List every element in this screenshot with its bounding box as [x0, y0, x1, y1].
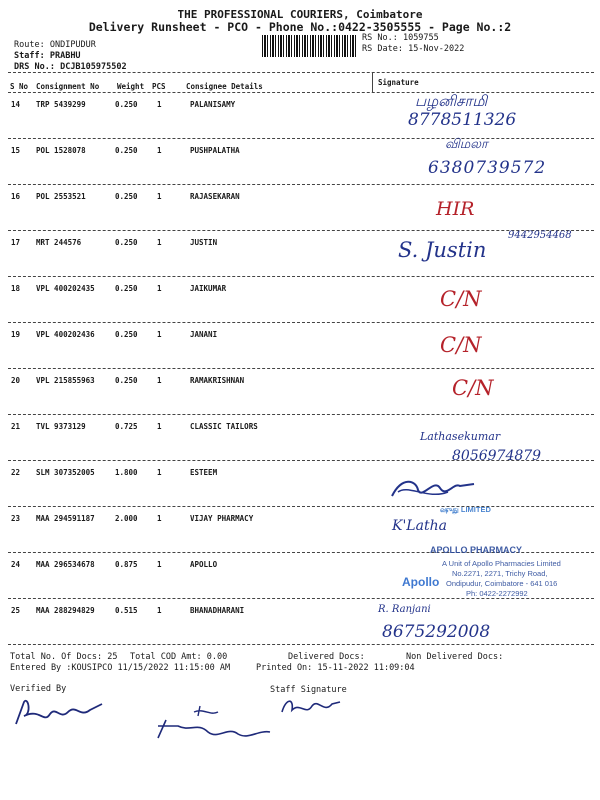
- table-row: 18 VPL 400202435 0.250 1 JAIKUMAR: [11, 284, 227, 293]
- route-value: ONDIPUDUR: [49, 40, 96, 50]
- signature-21-name: Lathasekumar: [420, 430, 501, 443]
- non-delivered-docs: Non Delivered Docs:: [406, 652, 504, 662]
- header-top-rule: [8, 72, 594, 73]
- stamp-line4: Ondipudur, Coimbatore - 641 016: [446, 579, 558, 588]
- entered-by: Entered By :KOUSIPCO 11/15/2022 11:15:00 AM: [10, 663, 231, 673]
- col-consignee: Consignee Details: [186, 82, 263, 91]
- stamp-line3: No.2271, 2271, Trichy Road,: [452, 569, 548, 578]
- delivered-docs: Delivered Docs:: [288, 652, 365, 662]
- signature-23-name: K'Latha: [392, 518, 447, 534]
- table-row: 16 POL 2553521 0.250 1 RAJASEKARAN: [11, 192, 240, 201]
- signature-15-phone: 6380739572: [428, 158, 547, 178]
- table-row: 17 MRT 244576 0.250 1 JUSTIN: [11, 238, 218, 247]
- header-bottom-rule: [8, 92, 594, 93]
- table-row: 15 POL 1528078 0.250 1 PUSHPALATHA: [11, 146, 240, 155]
- signature-14-phone: 8778511326: [408, 110, 517, 130]
- rs-date-line: RS Date: 15-Nov-2022: [362, 44, 465, 54]
- signature-21-phone: 8056974879: [452, 448, 542, 464]
- stamp-line2: A Unit of Apollo Pharmacies Limited: [442, 559, 561, 568]
- table-row: 20 VPL 215855963 0.250 1 RAMAKRISHNAN: [11, 376, 245, 385]
- stamp-brand: Apollo: [402, 575, 440, 589]
- rs-no-value: 1059755: [402, 33, 439, 43]
- signature-18: C/N: [440, 287, 482, 311]
- signature-divider: [372, 72, 373, 92]
- signature-15-name: விமலா: [445, 137, 488, 152]
- rs-no-line: RS No.: 1059755: [362, 33, 439, 43]
- table-row: 21 TVL 9373129 0.725 1 CLASSIC TAILORS: [11, 422, 258, 431]
- total-cod: Total COD Amt: 0.00: [130, 652, 228, 662]
- drs-value: DCJB105975502: [60, 62, 127, 72]
- table-row: 14 TRP 5439299 0.250 1 PALANISAMY: [11, 100, 236, 109]
- col-weight: Weight: [117, 82, 145, 91]
- route-line: Route: ONDIPUDUR: [14, 40, 96, 50]
- signature-25-phone: 8675292008: [382, 622, 491, 642]
- company-title: THE PROFESSIONAL COURIERS, Coimbatore: [177, 8, 423, 21]
- signature-20: C/N: [452, 376, 494, 400]
- signature-14-name: பழனிசாமி: [415, 92, 488, 110]
- total-docs: Total No. Of Docs: 25: [10, 652, 118, 662]
- staff-value: PRABHU: [49, 51, 81, 61]
- table-row: 22 SLM 307352005 1.800 1 ESTEEM: [11, 468, 218, 477]
- printed-on: Printed On: 15-11-2022 11:09:04: [256, 663, 415, 673]
- barcode: [262, 35, 357, 57]
- signature-22-scribble: [388, 470, 478, 504]
- col-sno: S No: [10, 82, 29, 91]
- table-row: 23 MAA 294591187 2.000 1 VIJAY PHARMACY: [11, 514, 254, 523]
- col-consignment: Consignment No: [36, 82, 100, 91]
- table-row: 19 VPL 400202436 0.250 1 JANANI: [11, 330, 218, 339]
- signature-17-phone: 9442954468: [508, 230, 572, 241]
- col-pcs: PCS: [152, 82, 166, 91]
- apollo-stamp: [400, 505, 600, 598]
- verified-by-label: Verified By: [10, 684, 67, 694]
- table-row: 25 MAA 288294829 0.515 1 BHANADHARANI: [11, 606, 245, 615]
- staff-line: Staff: PRABHU: [14, 51, 81, 61]
- signature-25-name: R. Ranjani: [378, 604, 431, 615]
- officer-signature: [138, 702, 288, 752]
- table-row: 24 MAA 296534678 0.875 1 APOLLO: [11, 560, 218, 569]
- signature-16: HIR: [436, 198, 475, 220]
- runsheet-subtitle: Delivery Runsheet - PCO - Phone No.:0422-3505555 - Page No.:2: [88, 20, 512, 34]
- drs-line: DRS No.: DCJB105975502: [14, 62, 127, 72]
- stamp-top-text: ஷுது LIMITED: [440, 505, 491, 514]
- signature-17-name: S. Justin: [398, 238, 487, 262]
- stamp-line5: Ph: 0422-2272992: [466, 589, 528, 598]
- signature-19: C/N: [440, 333, 482, 357]
- rs-date-value: 15-Nov-2022: [408, 44, 465, 54]
- staff-signature-label: Staff Signature: [270, 685, 347, 695]
- verified-signature: [10, 694, 110, 734]
- staff-signature: [276, 692, 346, 722]
- col-signature: Signature: [378, 78, 419, 87]
- stamp-line1: APOLLO PHARMACY: [430, 545, 522, 555]
